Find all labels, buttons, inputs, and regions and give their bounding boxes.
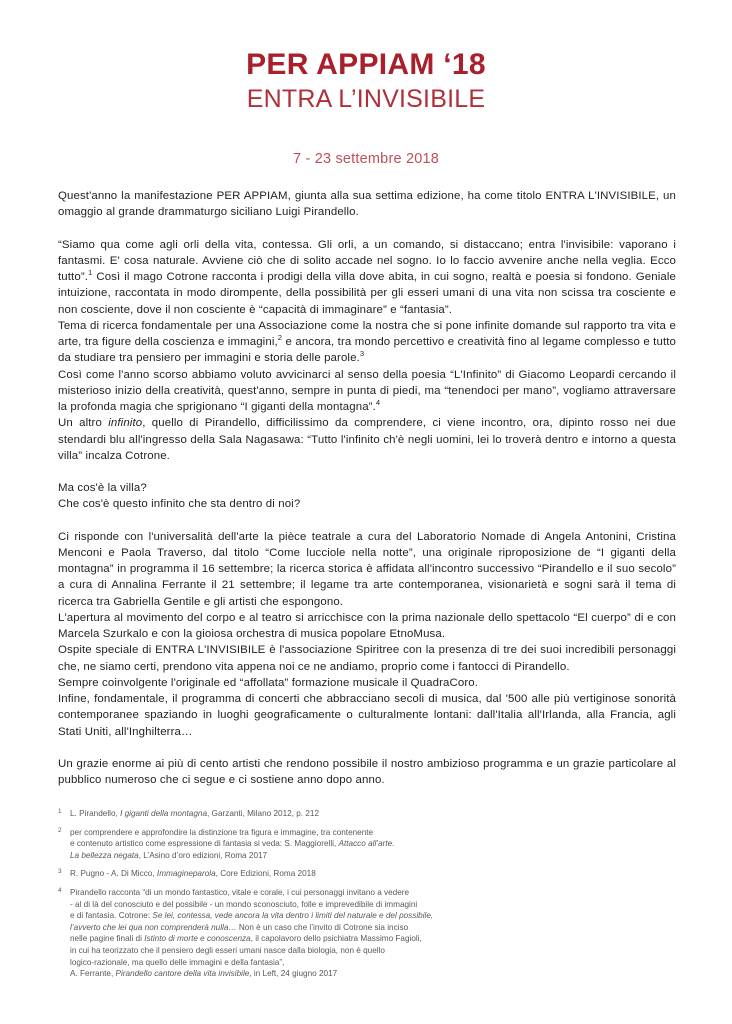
- footnote-ref-3: 3: [359, 349, 365, 359]
- footnote-text: , il capolavoro dello psichiatra Massimo Fagioli,: [250, 934, 422, 944]
- paragraph-infinito: [58, 415, 676, 464]
- footnote-item: [58, 808, 578, 820]
- footnote-item: [58, 887, 578, 980]
- question-infinito: Che cos'è questo infinito che sta dentro di noi?: [58, 498, 301, 511]
- footnote-marker: 3: [58, 868, 62, 876]
- footnote-line: [70, 850, 578, 862]
- infinito-text-b: , quello di Pirandello, difficilissimo da comprendere, ci viene incontro, ora, dipinto rosso nei due stendardi blu all'ingresso della Sala Nagasawa: “Tutto l'infinito ch'è negli uomini, lei lo troverà dentro e intorno a questa villa” incalza Cotrone.: [58, 417, 676, 462]
- footnote-line: [70, 933, 578, 945]
- footnote-line: [70, 968, 578, 980]
- tema-text-a: Tema di ricerca fondamentale per una Associazione come la nostra che si pone infinite domande sul rapporto tra vita e arte, tra figure della coscienza e immagini,: [58, 319, 676, 348]
- footnote-text: Non è un caso che l’invito di Cotrone sia inciso: [236, 922, 409, 932]
- footnote-text: , in Left, 24 giugno 2017: [249, 969, 338, 979]
- paragraph-ringraziamenti: Un grazie enorme ai più di cento artisti che rendono possibile il nostro ambizioso programma e un grazie particolare al pubblico numeroso che ci segue e ci sostiene anno dopo anno.: [58, 757, 676, 786]
- footnote-text: logico-razionale, ma quello delle immagini e della fantasia”,: [70, 957, 285, 967]
- footnote-title-italic: Se lei, contessa, vede ancora la vita dentro i limiti del naturale e del possibile,: [152, 911, 434, 921]
- document-body: [58, 188, 676, 788]
- footnote-text: nelle pagine finali di: [70, 934, 145, 944]
- document-header: [0, 0, 732, 167]
- footnote-text: Pirandello racconta “di un mondo fantastico, vitale e corale, i cui personaggi invitano a vedere: [70, 887, 410, 897]
- event-date: 7 - 23 settembre 2018: [292, 151, 440, 168]
- infinito-text-a: Un altro: [58, 417, 109, 430]
- footnote-title-italic: La bellezza negata: [70, 850, 139, 860]
- paragraph-leopardi: [58, 367, 676, 416]
- footnote-line: [70, 899, 578, 911]
- footnote-line: [70, 957, 578, 969]
- paragraph-movimento-corpo: L'apertura al movimento del corpo e al teatro si arricchisce con la prima nazionale dello spettacolo “El cuerpo” di e con Marcela Szurkalo e con la gioiosa orchestra di musica popolare EtnoMusa.: [58, 611, 676, 640]
- footnote-line: [70, 945, 578, 957]
- footnote-marker: 2: [58, 826, 62, 834]
- paragraph-concerti: Infine, fondamentale, il programma di concerti che abbracciano secoli di musica, dal '500 alle più vertiginose sonorità contemporanee spaziando in luoghi geograficamente o culturalmente lontani: dall'Italia all'Irlanda, alla Francia, agli Stati Uniti, all'Inghilterra…: [58, 693, 676, 738]
- footnote-text: per comprendere e approfondire la distinzione tra figura e immagine, tra contenente: [70, 827, 374, 837]
- footnote-item: [58, 868, 578, 880]
- footnote-text: in cui ha teorizzato che il pensiero degli esseri umani nasce dalla biologia, non è quello: [70, 945, 385, 955]
- quote-text-b: Così il mago Cotrone racconta i prodigi della villa dove abita, in cui sogno, realtà e poesia si fondono. Geniale intuizione, raccontata in modo dirompente, della possibilità per gli esseri umani di una vita non scissa tra cosciente e non cosciente, dove il non cosciente è “capacità di immaginare” e “fantasia”.: [58, 271, 676, 316]
- footnote-text: , Garzanti, Milano 2012, p. 212: [207, 809, 319, 818]
- infinito-emphasis: infinito: [108, 417, 143, 430]
- quote-text-a: “Siamo qua come agli orli della vita, contessa. Gli orli, a un comando, si distaccano; entra l'invisibile: vaporano i fantasmi. E' cosa naturale. Avviene ciò che di solito accade nel sogno. Io lo faccio avvenire anche nella veglia. Ecco tutto”.: [58, 238, 676, 283]
- footnote-text: , Core Edizioni, Roma 2018: [215, 869, 316, 879]
- footnote-line: [70, 827, 578, 839]
- leopardi-text: Così come l'anno scorso abbiamo voluto avvicinarci al senso della poesia “L'Infinito” di Giacomo Leopardi cercando il misterioso inizio della creatività, quest'anno, sempre in punta di piedi, ma “tenendoci per mano”, vogliamo attraversare la profonda magia che sprigionano “I giganti della montagna”.: [58, 368, 676, 413]
- paragraph-intro: [58, 188, 676, 221]
- paragraph-spacer: [58, 513, 676, 529]
- footnote-text: L. Pirandello,: [70, 809, 121, 818]
- footnote-ref-2: 2: [277, 333, 283, 343]
- footnote-line: [70, 838, 578, 850]
- footnote-line: [70, 910, 578, 922]
- footnote-ref-4: 4: [375, 398, 381, 408]
- tema-text-b: e ancora, tra mondo percettivo e creatività fino al legame complesso e tutto da studiare tra pensiero per immagini e storia delle parole.: [58, 336, 677, 365]
- paragraph-quote-cotrone: [58, 237, 676, 318]
- footnote-item: [58, 827, 578, 862]
- paragraph-quadracoro: Sempre coinvolgente l'originale ed “affollata” formazione musicale il QuadraCoro.: [58, 676, 479, 689]
- page-title: PER APPIAM ‘18: [246, 48, 486, 81]
- footnote-marker: 4: [58, 886, 62, 894]
- footnote-marker: 1: [58, 808, 62, 815]
- footnote-line: [70, 922, 578, 934]
- paragraph-spacer: [58, 464, 676, 480]
- paragraph-spacer: [58, 221, 676, 237]
- footnote-line: [70, 868, 578, 880]
- paragraph-programma-teatro: Ci risponde con l'universalità dell'arte la pièce teatrale a cura del Laboratorio Nomade di Angela Antonini, Cristina Menconi e Paola Traverso, dal titolo “Come lucciole nella notte”, una originale riproposizione de “I giganti della montagna” in programma il 16 settembre; la ricerca storica è affidata all'incontro successivo “Pirandello e il suo secolo” a cura di Annalina Ferrante il 21 settembre; il legame tra arte contemporanea, visionarietà e sogni sarà il tema di ricerca tra Gabriella Gentile e gli artisti che espongono.: [58, 530, 676, 608]
- footnote-title-italic: Immagineparola: [156, 869, 216, 879]
- footnote-text: e contenuto artistico come espressione di fantasia si veda: S. Maggiorelli,: [70, 839, 339, 849]
- footnote-title-italic: I giganti della montagna: [120, 809, 208, 818]
- paragraph-spacer: [58, 740, 676, 756]
- footnote-text: - al di là del conosciuto e del possibile - un mondo sconosciuto, folle e imprevedibile di immagini: [70, 899, 418, 909]
- paragraph-tema-ricerca: [58, 318, 676, 367]
- paragraph-spiritree: Ospite speciale di ENTRA L'INVISIBILE è l'associazione Spiritree con la presenza di tre dei suoi incredibili personaggi che, ne siamo certi, prendono vita appena noi ce ne andiamo, proprio come i fantocci di Pirandello.: [58, 644, 676, 673]
- footnote-line: [70, 808, 578, 820]
- question-villa: Ma cos'è la villa?: [58, 482, 147, 494]
- footnote-title-italic: Istinto di morte e conoscenza: [144, 934, 251, 944]
- footnote-text: A. Ferrante,: [70, 969, 116, 979]
- footnote-ref-1: 1: [88, 268, 93, 278]
- footnote-text: R. Pugno - A. Di Micco,: [70, 869, 157, 879]
- footnote-title-italic: Attacco all’arte.: [338, 839, 395, 849]
- page-subtitle: ENTRA L’INVISIBILE: [246, 84, 486, 113]
- footnote-title-italic: l’avverto che lei qua non comprenderà nulla…: [70, 922, 237, 932]
- footnotes-section: [58, 808, 578, 987]
- footnote-line: [70, 887, 578, 899]
- paragraph-intro-text: Quest'anno la manifestazione PER APPIAM, giunta alla sua settima edizione, ha come titolo ENTRA L'INVISIBILE, un omaggio al grande drammaturgo siciliano Luigi Pirandello.: [58, 190, 676, 219]
- footnote-title-italic: Pirandello cantore della vita invisibile: [115, 969, 250, 979]
- footnote-text: e di fantasia. Cotrone:: [70, 911, 153, 921]
- footnote-text: , L’Asino d’oro edizioni, Roma 2017: [138, 850, 268, 860]
